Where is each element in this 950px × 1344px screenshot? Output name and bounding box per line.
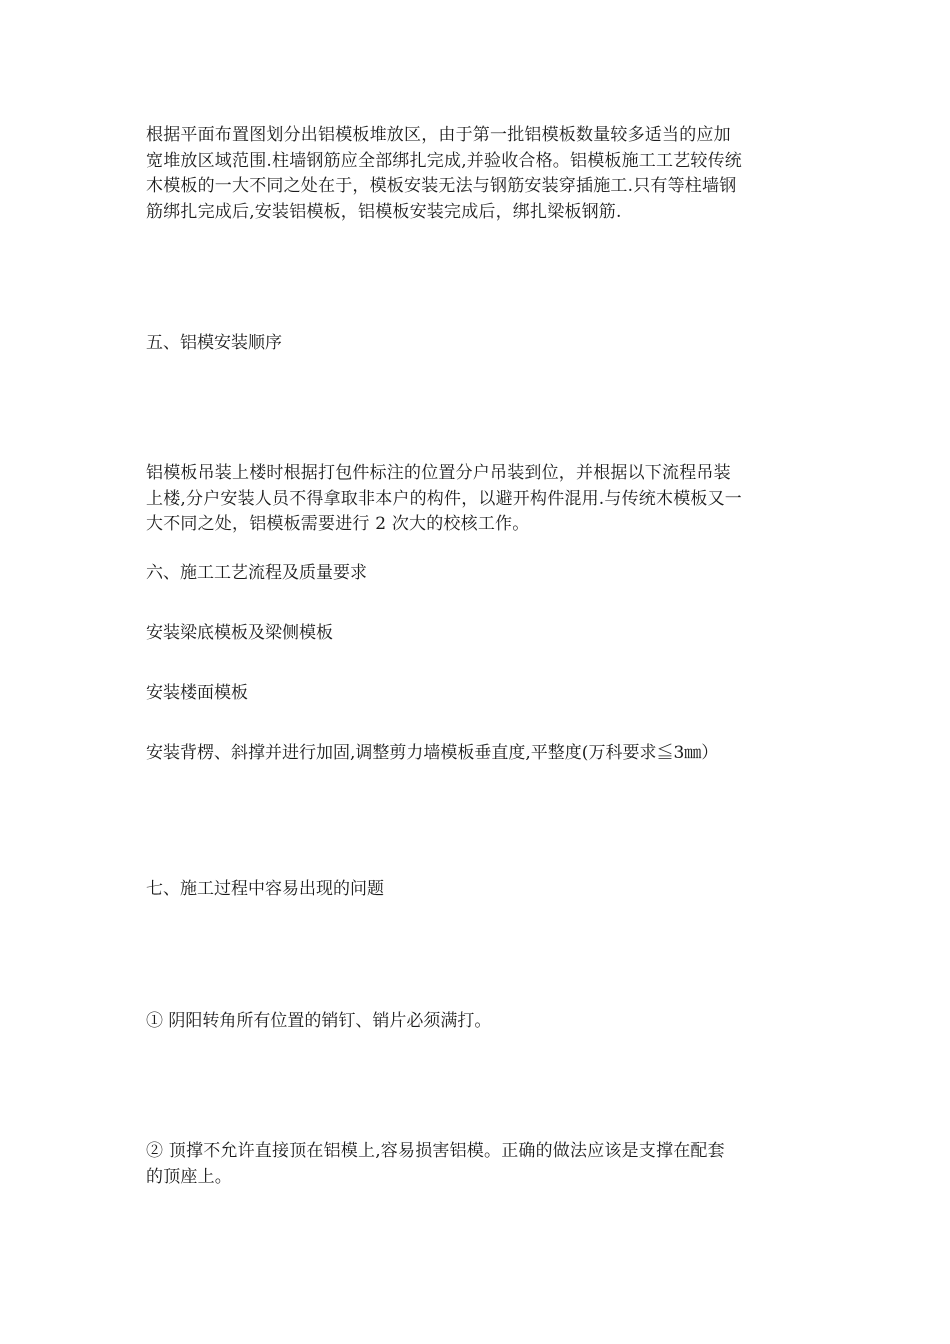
paragraph-line: 宽堆放区域范围.柱墙钢筋应全部绑扎完成,并验收合格。铝模板施工工艺较传统 [146, 150, 743, 171]
paragraph-line: 大不同之处，铝模板需要进行 2 次大的校核工作。 [146, 514, 530, 534]
paragraph-storage-area [146, 123, 810, 225]
paragraph-hoisting [146, 461, 810, 538]
process-step-3: 安装背楞、斜撑并进行加固,调整剪力墙模板垂直度,平整度(万科要求≦3㎜） [146, 743, 719, 763]
paragraph-line: 的顶座上。 [146, 1166, 232, 1187]
section-heading-6: 六、施工工艺流程及质量要求 [146, 563, 367, 583]
process-step-1: 安装梁底模板及梁侧模板 [146, 623, 333, 643]
section-heading-7: 七、施工过程中容易出现的问题 [146, 879, 384, 899]
issue-item-1: ① 阴阳转角所有位置的销钉、销片必须满打。 [146, 1011, 492, 1031]
paragraph-line: ② 顶撑不允许直接顶在铝模上,容易损害铝模。正确的做法应该是支撑在配套 [146, 1141, 725, 1161]
paragraph-line: 上楼,分户安装人员不得拿取非本户的构件，以避开构件混用.与传统木模板又一 [146, 488, 743, 509]
paragraph-line: 铝模板吊装上楼时根据打包件标注的位置分户吊装到位，并根据以下流程吊装 [146, 463, 731, 483]
paragraph-line: 根据平面布置图划分出铝模板堆放区，由于第一批铝模板数量较多适当的应加 [146, 125, 731, 145]
section-heading-5: 五、铝模安装顺序 [146, 333, 282, 353]
paragraph-line: 木模板的一大不同之处在于，模板安装无法与钢筋安装穿插施工.只有等柱墙钢 [146, 176, 737, 196]
process-step-2: 安装楼面模板 [146, 683, 248, 703]
paragraph-line: 筋绑扎完成后,安装铝模板，铝模板安装完成后，绑扎梁板钢筋. [146, 201, 622, 222]
issue-item-2 [146, 1139, 810, 1190]
